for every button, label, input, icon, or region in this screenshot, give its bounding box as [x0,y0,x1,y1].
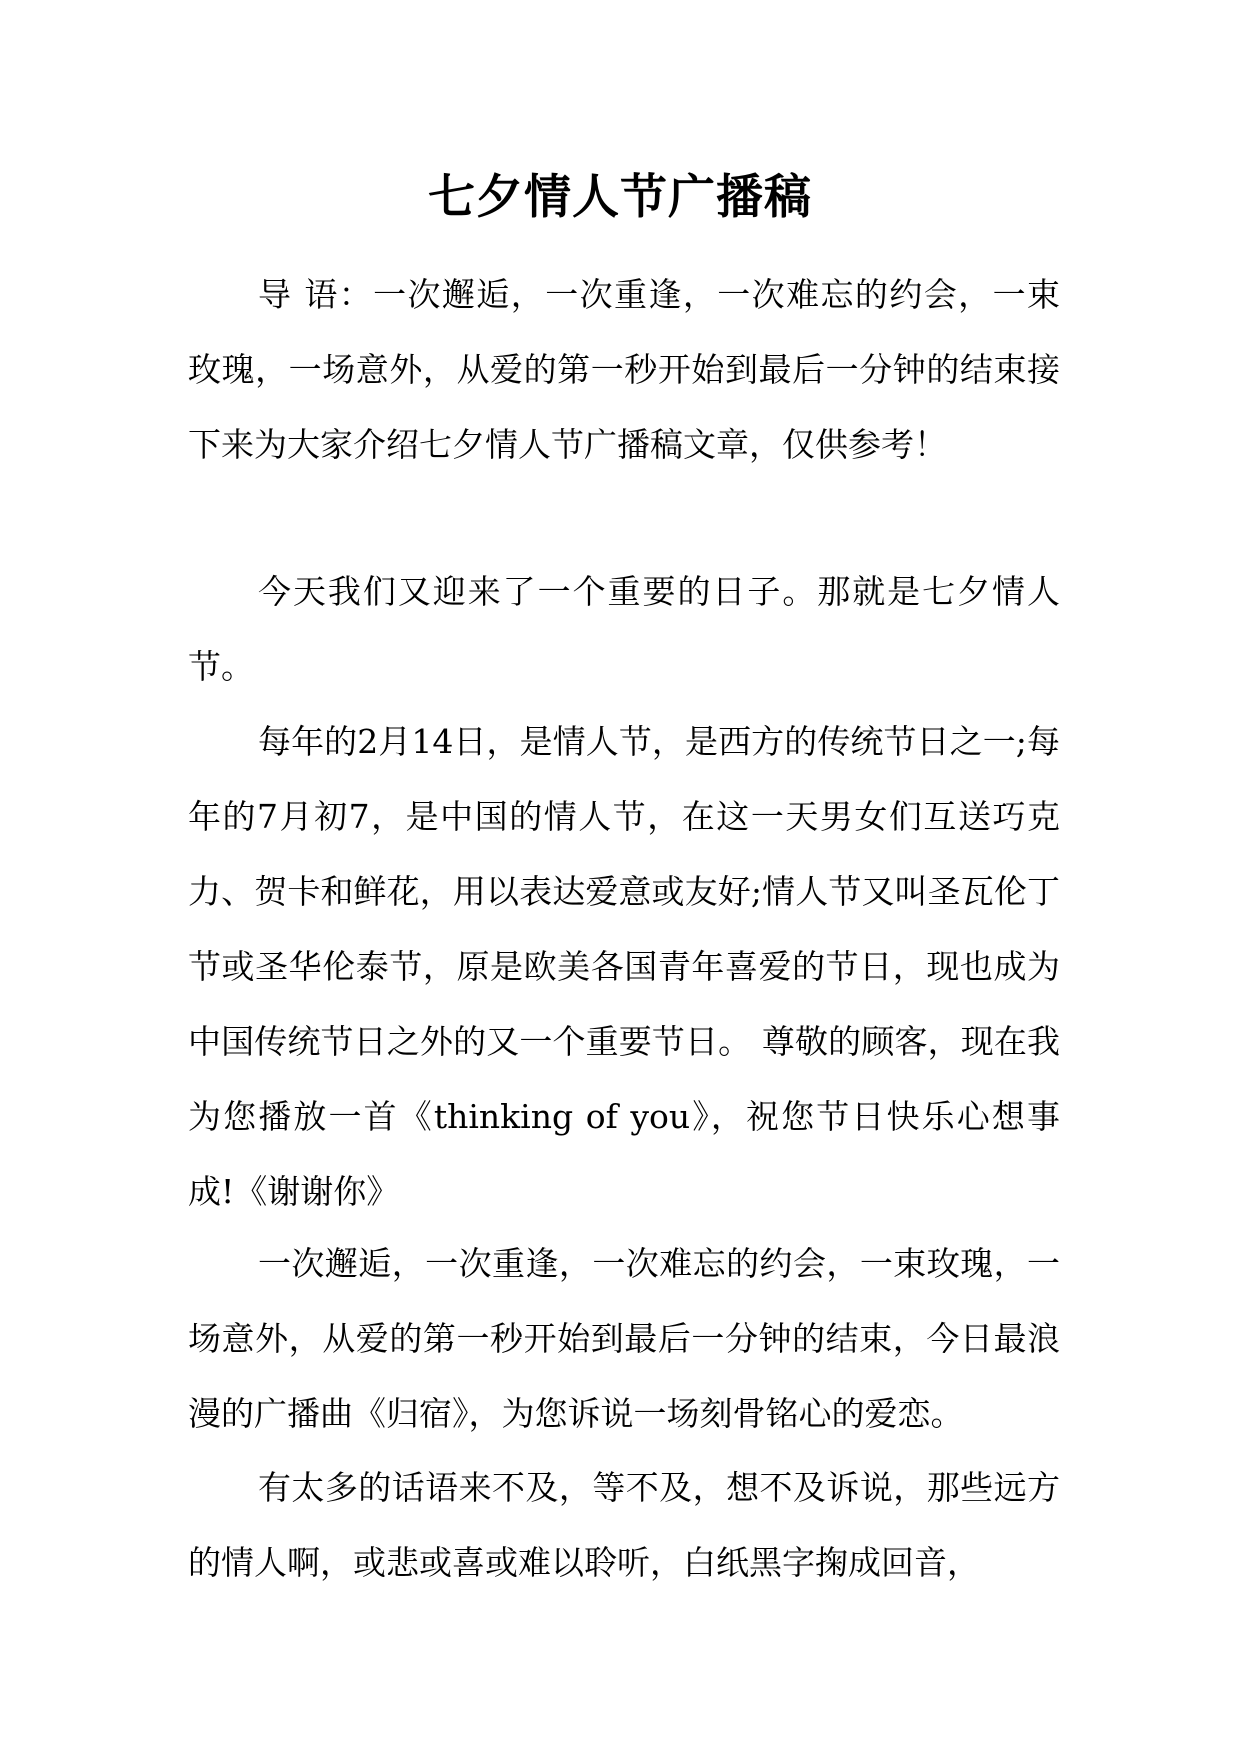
body-paragraph-2: 每年的2月14日，是情人节，是西方的传统节日之一;每年的7月初7，是中国的情人节，在这一天男女们互送巧克力、贺卡和鲜花，用以表达爱意或友好;情人节又叫圣瓦伦丁节或圣华伦泰节，原是欧美各国青年喜爱的节日，现也成为中国传统节日之外的又一个重要节日。 尊敬的顾客，现在我为您播放一首《thinking of you》，祝您节日快乐心想事成!《谢谢你》 [188,722,1060,1211]
body-paragraph-3: 一次邂逅，一次重逢，一次难忘的约会，一束玫瑰，一场意外，从爱的第一秒开始到最后一分钟的结束，今日最浪漫的广播曲《归宿》，为您诉说一场刻骨铭心的爱恋。 [188,1244,1060,1433]
document-title: 七夕情人节广播稿 [428,170,812,225]
body-paragraph-1: 今天我们又迎来了一个重要的日子。那就是七夕情人节。 [188,572,1060,686]
body-paragraph-4: 有太多的话语来不及，等不及，想不及诉说，那些远方的情人啊，或悲或喜或难以聆听，白纸黑字掬成回音， [188,1468,1060,1582]
intro-paragraph: 导 语：一次邂逅，一次重逢，一次难忘的约会，一束玫瑰，一场意外，从爱的第一秒开始到最后一分钟的结束接下来为大家介绍七夕情人节广播稿文章，仅供参考！ [188,275,1060,464]
